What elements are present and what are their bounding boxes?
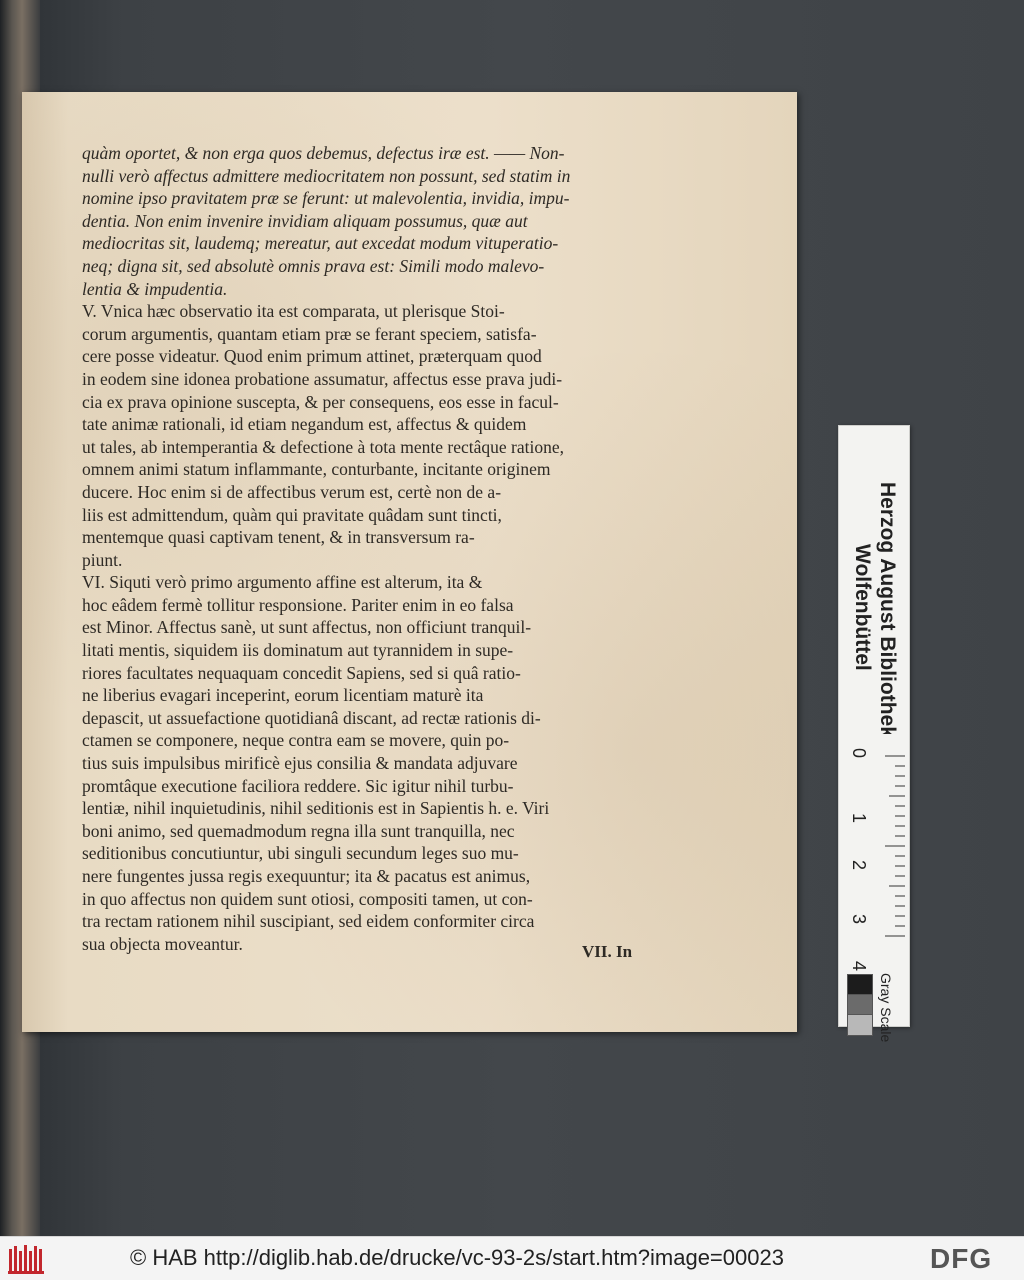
text-line: est Minor. Affectus sanè, ut sunt affectus, non officiunt tranquil-: [82, 617, 532, 638]
ruler-institution-line2: Wolfenbüttel: [851, 544, 874, 671]
text-line: hoc eâdem fermè tollitur responsione. Pariter enim in eo falsa: [82, 594, 514, 615]
text-line: tius suis impulsibus mirificè ejus consilia & mandata adjuvare: [82, 753, 518, 774]
ruler-scale: [839, 736, 909, 976]
text-line: tate animæ rationali, id etiam negandum est, affectus & quidem: [82, 414, 527, 435]
text-line: dentia. Non enim invenire invidiam aliquam possumus, quæ aut: [82, 210, 528, 231]
ruler-institution-line1: Herzog August Bibliothek: [876, 482, 899, 734]
gray-patch-dark: [847, 994, 873, 1016]
ruler-institution-label: [843, 424, 907, 734]
text-line: riores facultates nequaquam concedit Sapiens, sed si quâ ratio-: [82, 662, 521, 683]
text-line: VI. Siquti verò primo argumento affine est alterum, ita &: [82, 572, 483, 593]
footer-attribution-link[interactable]: © HAB http://diglib.hab.de/drucke/vc-93-2s/start.htm?image=00023: [130, 1245, 784, 1270]
text-line: corum argumentis, quantam etiam præ se ferant speciem, satisfa-: [82, 323, 537, 344]
text-line: litati mentis, siquidem iis dominatum aut tyrannidem in supe-: [82, 640, 514, 661]
text-line: ut tales, ab intemperantia & defectione à tota mente rectâque ratione,: [82, 436, 565, 457]
text-line: depascit, ut assuefactione quotidianâ discant, ad rectæ rationis di-: [82, 707, 541, 728]
ruler-number: 1: [849, 813, 869, 824]
text-line: cia ex prava opinione suscepta, & per consequens, eos esse in facul-: [82, 391, 559, 412]
ruler-number: 2: [849, 860, 869, 871]
text-line: lentia & impudentia.: [82, 278, 228, 299]
text-line: V. Vnica hæc observatio ita est comparata, ut plerisque Stoi-: [82, 301, 505, 322]
text-line: in eodem sine idonea probatione assumatur, affectus esse prava judi-: [82, 368, 563, 389]
text-line: quàm oportet, & non erga quos debemus, defectus iræ est. —— Non-: [82, 143, 565, 163]
text-line: ctamen se componere, neque contra eam se movere, quin po-: [82, 730, 510, 751]
text-line: liis est admittendum, quàm qui pravitate quâdam sunt tincti,: [82, 504, 502, 525]
footer-bar: [0, 1236, 1024, 1280]
gray-scale-label: Gray Scale: [878, 973, 894, 1043]
text-line: tra rectam rationem nihil suscipiant, sed eidem conformiter circa: [82, 911, 535, 932]
text-line: lentiæ, nihil inquietudinis, nihil seditionis est in Sapientis h. e. Viri: [82, 798, 550, 819]
ruler-number: 0: [849, 748, 869, 759]
text-line: ducere. Hoc enim si de affectibus verum est, certè non de a-: [82, 481, 502, 502]
text-line: piunt.: [82, 549, 123, 570]
text-line: neq; digna sit, sed absolutè omnis prava est: Simili modo malevo-: [82, 255, 545, 276]
text-line: omnem animi statum inflammante, conturbante, incitante originem: [82, 459, 551, 480]
ruler-number: 3: [849, 914, 869, 925]
text-line: nere fungentes jussa regis exequuntur; ita & pacatus est animus,: [82, 866, 531, 886]
scale-ruler: [838, 425, 910, 1043]
ruler-number: 4: [849, 961, 869, 972]
text-line: mentemque quasi captivam tenent, & in transversum ra-: [82, 527, 475, 548]
hab-logo-icon: [8, 1243, 48, 1275]
text-line: seditionibus concutiuntur, ubi singuli secundum leges suo mu-: [82, 843, 519, 864]
text-line: nulli verò affectus admittere mediocritatem non possunt, sed statim in: [82, 165, 571, 186]
gray-patch-light: [847, 1014, 873, 1036]
text-line: sua objecta moveantur.: [82, 933, 243, 954]
text-line: boni animo, sed quemadmodum regna illa sunt tranquilla, nec: [82, 820, 515, 841]
text-line: in quo affectus non quidem sunt otiosi, compositi tamen, ut con-: [82, 888, 533, 909]
text-line: cere posse videatur. Quod enim primum attinet, præterquam quod: [82, 346, 542, 367]
page-body-text: [82, 142, 662, 955]
text-line: promtâque executione faciliora reddere. Sic igitur nihil turbu-: [82, 775, 514, 796]
dfg-logo: DFG: [930, 1243, 993, 1274]
book-page: [22, 92, 797, 1032]
catchword: VII. In: [582, 942, 633, 961]
gray-scale-label-wrap: [873, 971, 903, 1056]
text-line: nomine ipso pravitatem præ se ferunt: ut malevolentia, invidia, impu-: [82, 188, 570, 209]
text-line: ne liberius evagari inceperint, eorum licentiam maturè ita: [82, 685, 484, 706]
text-line: mediocritas sit, laudemq; mereatur, aut excedat modum vituperatio-: [82, 233, 559, 254]
gray-patch-black: [847, 974, 873, 996]
